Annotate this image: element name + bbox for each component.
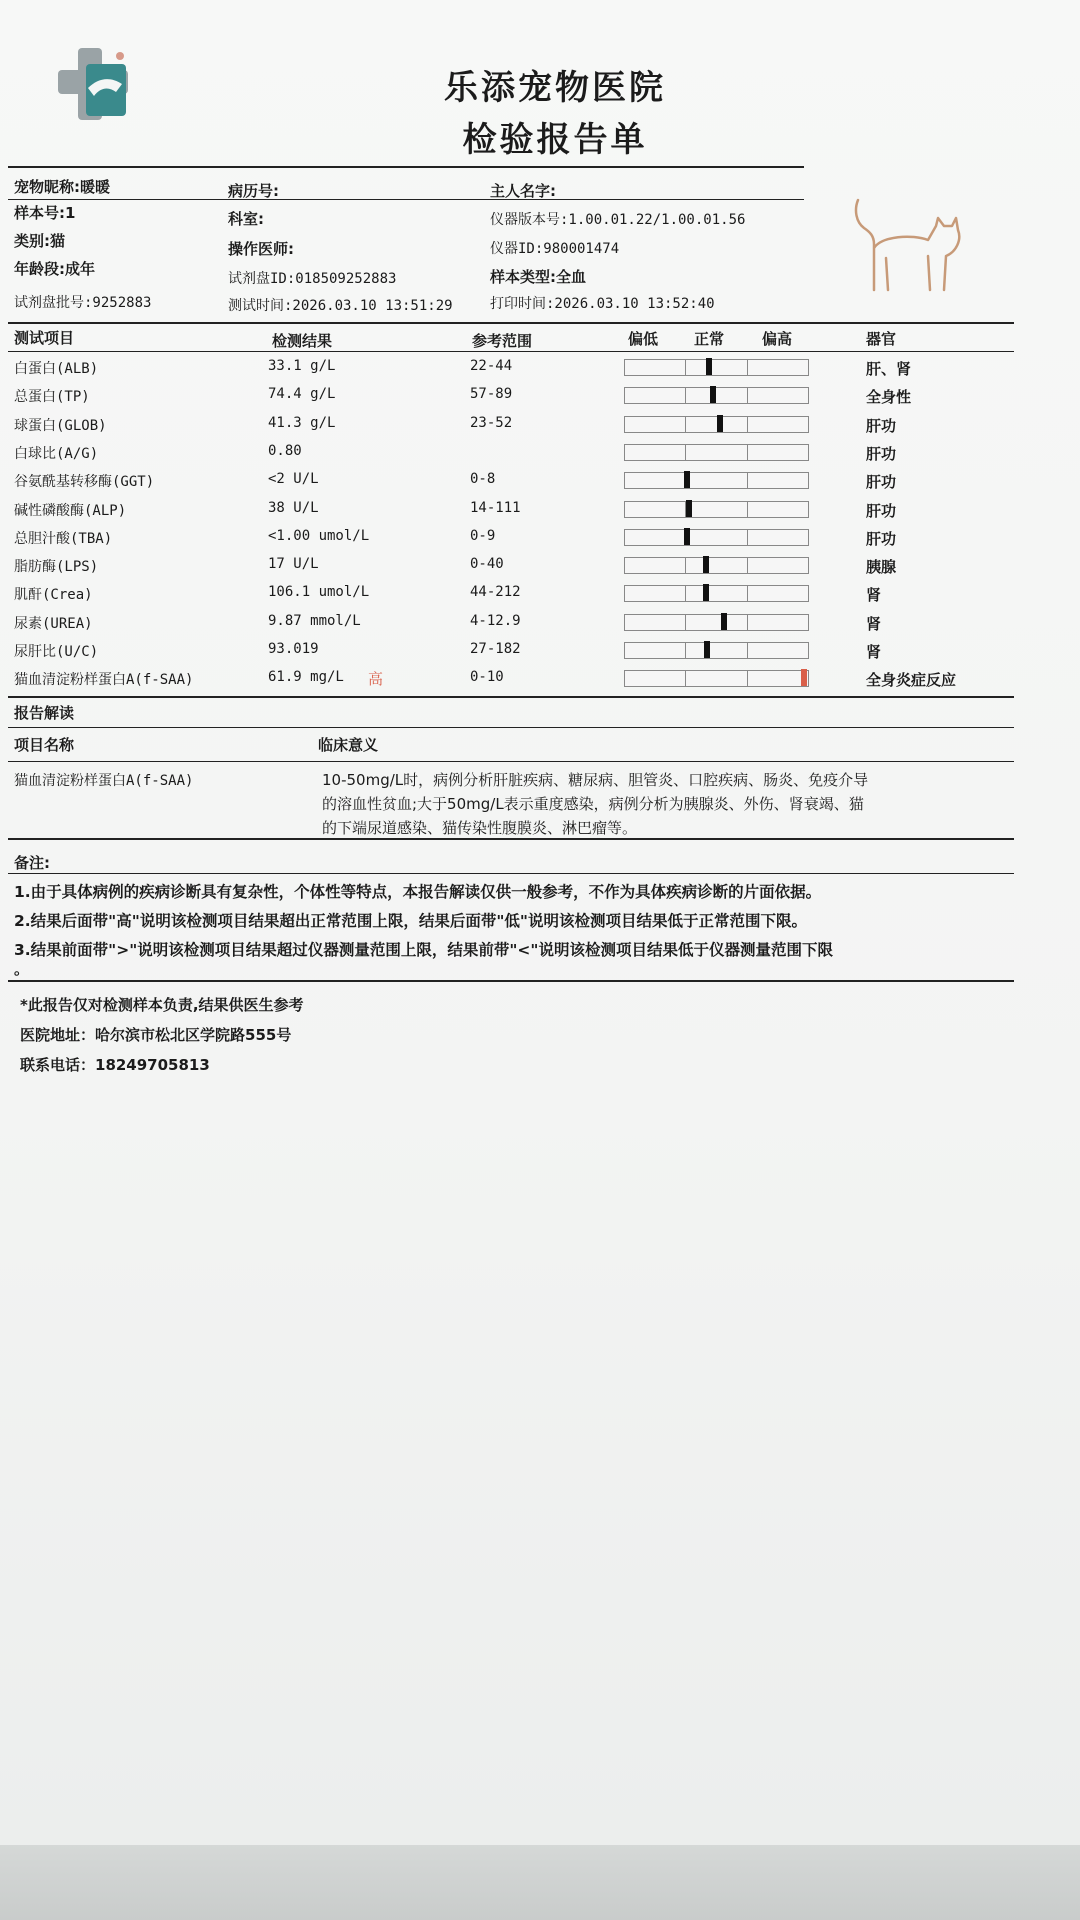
header-test-item: 测试项目 (14, 329, 75, 347)
high-segment (748, 359, 809, 376)
test-organ: 肾 (866, 615, 882, 633)
test-range: 4-12.9 (470, 613, 521, 629)
test-name: 总胆汁酸(TBA) (14, 531, 113, 547)
meaning-line: 10-50mg/L时，病例分析肝脏疾病、糖尿病、胆管炎、口腔疾病、肠炎、免疫介导 (322, 771, 869, 789)
table-row (0, 411, 1080, 439)
test-name: 猫血清淀粉样蛋白A(f-SAA) (14, 672, 194, 688)
test-range: 0-8 (470, 471, 496, 487)
table-row (0, 467, 1080, 495)
test-name: 谷氨酰基转移酶(GGT) (14, 474, 155, 490)
result-marker (721, 613, 727, 630)
firmware-version: 仪器版本号:1.00.01.22/1.00.01.56 (490, 212, 746, 228)
note-line: 1.由于具体病例的疾病诊断具有复杂性，个体性等特点，本报告解读仅供一般参考，不作为具体疾病诊断的片面依据。 (14, 883, 822, 901)
note-line: 。 (14, 960, 30, 978)
result-marker (703, 584, 709, 601)
table-row (0, 382, 1080, 410)
test-result: 41.3 g/L (268, 415, 336, 431)
high-segment (748, 529, 809, 546)
low-segment (624, 444, 686, 461)
divider (8, 696, 1014, 698)
meaning-line: 的下端尿道感染、猫传染性腹膜炎、淋巴瘤等。 (322, 819, 638, 837)
range-indicator-bar (624, 359, 809, 376)
low-segment (624, 501, 686, 518)
test-organ: 肝功 (866, 417, 897, 435)
test-name: 碱性磷酸酶(ALP) (14, 503, 127, 519)
species: 类别:猫 (14, 232, 65, 250)
normal-segment (686, 529, 747, 546)
normal-segment (686, 387, 747, 404)
interpretation-section-title: 报告解读 (14, 704, 75, 722)
header-normal: 正常 (694, 330, 725, 348)
test-name: 脂肪酶(LPS) (14, 559, 99, 575)
test-result: 0.80 (268, 443, 302, 459)
test-organ: 肝、肾 (866, 360, 912, 378)
low-segment (624, 359, 686, 376)
test-organ: 全身性 (866, 388, 912, 406)
table-row (0, 524, 1080, 552)
high-segment (748, 642, 809, 659)
interpretation-col-item: 项目名称 (14, 736, 75, 754)
result-marker (684, 528, 690, 545)
test-range: 0-10 (470, 669, 504, 685)
normal-segment (686, 585, 747, 602)
result-marker (717, 415, 723, 432)
low-segment (624, 670, 686, 687)
table-row (0, 496, 1080, 524)
header-result: 检测结果 (272, 332, 333, 350)
test-range: 27-182 (470, 641, 521, 657)
test-result: 33.1 g/L (268, 358, 336, 374)
operator: 操作医师: (228, 240, 294, 258)
low-segment (624, 557, 686, 574)
test-name: 肌酐(Crea) (14, 587, 93, 603)
test-organ: 肝功 (866, 530, 897, 548)
table-row (0, 552, 1080, 580)
divider (8, 761, 1014, 762)
result-marker (801, 669, 807, 686)
interpretation-col-meaning: 临床意义 (318, 736, 379, 754)
high-flag: 高 (368, 670, 384, 688)
result-marker (706, 358, 712, 375)
meaning-line: 的溶血性贫血;大于50mg/L表示重度感染，病例分析为胰腺炎、外伤、肾衰竭、猫 (322, 795, 864, 813)
paper-edge-shadow (0, 1845, 1080, 1920)
high-segment (748, 444, 809, 461)
high-segment (748, 614, 809, 631)
test-name: 尿素(UREA) (14, 616, 93, 632)
interpretation-meaning (322, 768, 868, 840)
hospital-phone: 联系电话：18249705813 (20, 1056, 210, 1074)
header-high: 偏高 (762, 330, 793, 348)
department: 科室: (228, 210, 264, 228)
divider (8, 838, 1014, 840)
normal-segment (686, 472, 747, 489)
normal-segment (686, 501, 747, 518)
test-result: 61.9 mg/L (268, 669, 344, 685)
interpretation-item: 猫血清淀粉样蛋白A(f-SAA) (14, 773, 194, 789)
normal-segment (686, 359, 747, 376)
low-segment (624, 614, 686, 631)
divider (8, 351, 1014, 352)
result-marker (710, 386, 716, 403)
divider (8, 166, 804, 168)
test-name: 总蛋白(TP) (14, 389, 90, 405)
result-marker (704, 641, 710, 658)
normal-segment (686, 670, 747, 687)
header-organ: 器官 (866, 330, 897, 348)
test-result: <2 U/L (268, 471, 319, 487)
note-line: 3.结果前面带">"说明该检测项目结果超过仪器测量范围上限，结果前带"<"说明该检测项目结果低于仪器测量范围下限 (14, 941, 833, 959)
range-indicator-bar (624, 387, 809, 404)
sample-no: 样本号:1 (14, 204, 76, 222)
test-organ: 肾 (866, 586, 882, 604)
table-row (0, 580, 1080, 608)
low-segment (624, 387, 686, 404)
test-organ: 肝功 (866, 445, 897, 463)
divider (8, 199, 804, 200)
range-indicator-bar (624, 585, 809, 602)
test-result: 93.019 (268, 641, 319, 657)
table-row (0, 609, 1080, 637)
test-range: 57-89 (470, 386, 513, 402)
notes-title: 备注: (14, 854, 50, 872)
test-result: 106.1 umol/L (268, 584, 370, 600)
low-segment (624, 642, 686, 659)
range-indicator-bar (624, 642, 809, 659)
test-organ: 胰腺 (866, 558, 897, 576)
note-line: 2.结果后面带"高"说明该检测项目结果超出正常范围上限，结果后面带"低"说明该检测项目结果低于正常范围下限。 (14, 912, 807, 930)
test-organ: 肝功 (866, 502, 897, 520)
owner-name: 主人名字: (490, 182, 556, 200)
test-result: 9.87 mmol/L (268, 613, 361, 629)
range-indicator-bar (624, 670, 809, 687)
divider (8, 727, 1014, 728)
low-segment (624, 472, 686, 489)
test-range: 23-52 (470, 415, 513, 431)
test-name: 尿肝比(U/C) (14, 644, 99, 660)
sample-type: 样本类型:全血 (490, 268, 586, 286)
test-range: 0-40 (470, 556, 504, 572)
high-segment (748, 585, 809, 602)
high-segment (748, 557, 809, 574)
test-organ: 肝功 (866, 473, 897, 491)
normal-segment (686, 642, 747, 659)
cat-silhouette-icon (852, 196, 964, 294)
high-segment (748, 387, 809, 404)
high-segment (748, 416, 809, 433)
table-row (0, 665, 1080, 693)
result-marker (703, 556, 709, 573)
disclaimer: *此报告仅对检测样本负责,结果供医生参考 (20, 996, 304, 1014)
range-indicator-bar (624, 501, 809, 518)
test-result: <1.00 umol/L (268, 528, 370, 544)
hospital-name: 乐添宠物医院 (444, 68, 666, 108)
test-name: 白球比(A/G) (14, 446, 99, 462)
result-marker (684, 471, 690, 488)
test-range: 14-111 (470, 500, 521, 516)
pet-name: 宠物昵称:暖暖 (14, 178, 110, 196)
result-marker (686, 500, 692, 517)
test-name: 球蛋白(GLOB) (14, 418, 107, 434)
divider (8, 322, 1014, 324)
normal-segment (686, 557, 747, 574)
range-indicator-bar (624, 614, 809, 631)
range-indicator-bar (624, 557, 809, 574)
high-segment (748, 472, 809, 489)
low-segment (624, 416, 686, 433)
normal-segment (686, 614, 747, 631)
print-time: 打印时间:2026.03.10 13:52:40 (490, 296, 715, 312)
test-time: 测试时间:2026.03.10 13:51:29 (228, 298, 453, 314)
test-range: 44-212 (470, 584, 521, 600)
test-name: 白蛋白(ALB) (14, 361, 99, 377)
table-row (0, 354, 1080, 382)
range-indicator-bar (624, 444, 809, 461)
record-no: 病历号: (228, 182, 279, 200)
test-organ: 全身炎症反应 (866, 671, 957, 689)
low-segment (624, 585, 686, 602)
age-stage: 年龄段:成年 (14, 260, 95, 278)
test-organ: 肾 (866, 643, 882, 661)
range-indicator-bar (624, 416, 809, 433)
high-segment (748, 501, 809, 518)
header-range: 参考范围 (472, 332, 533, 350)
table-row (0, 439, 1080, 467)
high-segment (748, 670, 809, 687)
hospital-address: 医院地址：哈尔滨市松北区学院路555号 (20, 1026, 292, 1044)
test-range: 22-44 (470, 358, 513, 374)
divider (8, 980, 1014, 982)
device-id: 仪器ID:980001474 (490, 241, 620, 257)
test-range: 0-9 (470, 528, 496, 544)
test-result: 74.4 g/L (268, 386, 336, 402)
report-title: 检验报告单 (462, 120, 648, 160)
range-indicator-bar (624, 529, 809, 546)
normal-segment (686, 444, 747, 461)
low-segment (624, 529, 686, 546)
header-low: 偏低 (628, 330, 659, 348)
range-indicator-bar (624, 472, 809, 489)
table-row (0, 637, 1080, 665)
test-result: 38 U/L (268, 500, 319, 516)
reagent-batch: 试剂盘批号:9252883 (14, 295, 152, 311)
test-result: 17 U/L (268, 556, 319, 572)
reagent-id: 试剂盘ID:018509252883 (228, 271, 397, 287)
divider (8, 873, 1014, 874)
